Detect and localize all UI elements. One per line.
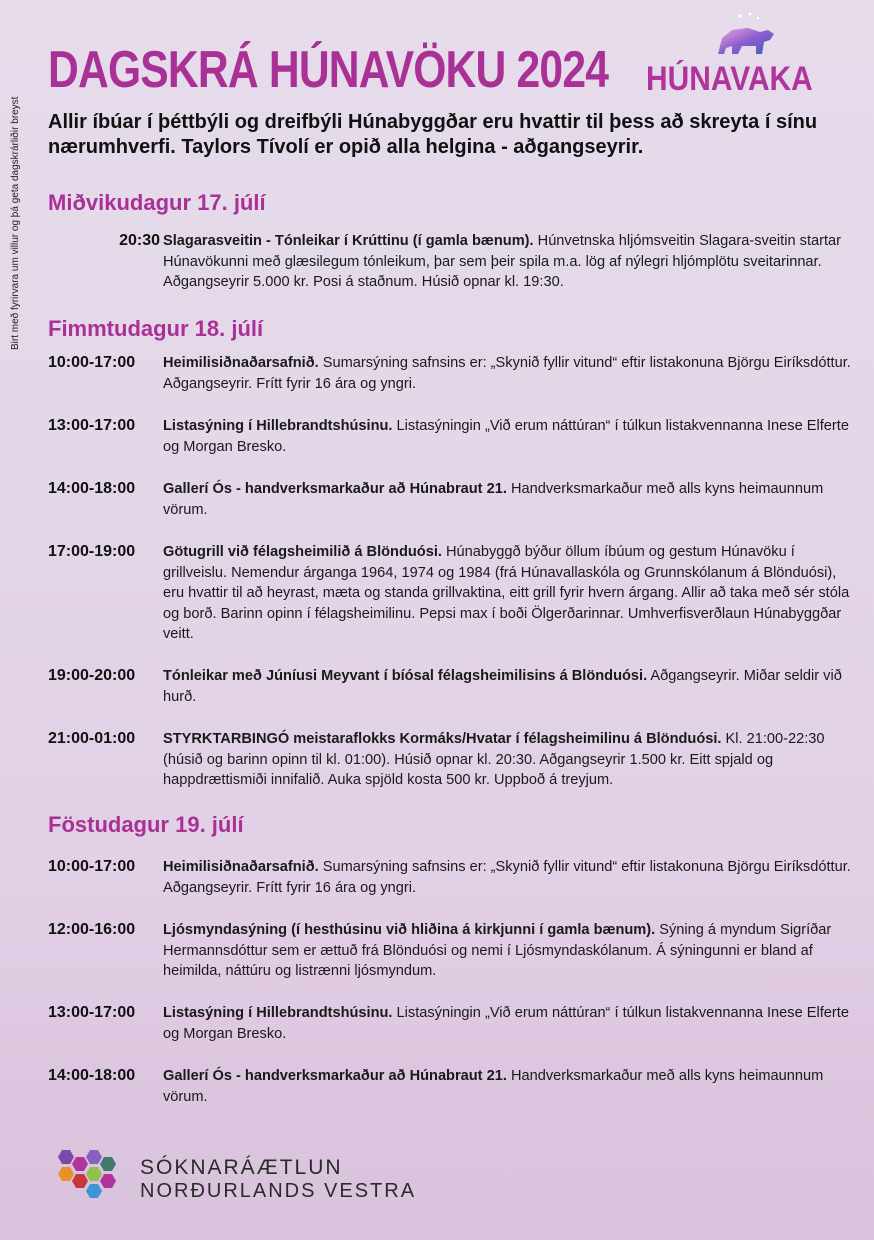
event-time: 19:00-20:00 xyxy=(48,667,136,684)
footer-line-1: SÓKNARÁÆTLUN xyxy=(140,1156,343,1179)
event-text: Aðgangseyrir. Miðar seldir við hurð. xyxy=(163,668,842,705)
event-heading: Götugrill við félagsheimilið á Blönduósi. xyxy=(163,544,442,560)
event-description xyxy=(163,857,853,898)
day-heading: Fimmtudagur 18. júlí xyxy=(48,316,264,341)
event-text: Húnabyggð býður öllum íbúum og gestum Húnavöku í grillveislu. Nemendur árganga 1964, 1974 og 1984 (frá Húnavallaskóla og Grunnskólanum á Blönduósi), eru hvattir til að heyrast, mæta og standa grillvaktina, eitt grill fyrir hvern árgang. Allir að taka með sér stóla og borð. Barinn opinn í félagsheimilinu. Pepsi max í boði Ölgerðarinnar. Umhverfisverðlaun Húnabyggðar veitt. xyxy=(163,544,850,642)
event-text: Listasýningin „Við erum náttúran“ í túlkun listakvennanna Inese Elferte og Morgan Bresko. xyxy=(163,1005,849,1042)
intro-text: Allir íbúar í þéttbýli og dreifbýli Húnabyggðar eru hvattir til þess að skreyta í sínu nærumhverfi. Taylors Tívolí er opið alla helgina - aðgangseyrir. xyxy=(48,111,818,158)
event-text: Handverksmarkaður með alls kyns heimaunnum vörum. xyxy=(163,1068,824,1105)
day-heading: Föstudagur 19. júlí xyxy=(48,812,244,837)
event-heading: Listasýning í Hillebrandtshúsinu. xyxy=(163,1005,393,1021)
event-description xyxy=(163,416,853,457)
event-heading: Gallerí Ós - handverksmarkaður að Húnabraut 21. xyxy=(163,1068,507,1084)
event-description xyxy=(163,1003,853,1044)
soknaraetlun-logo xyxy=(52,1148,417,1212)
event-time: 13:00-17:00 xyxy=(48,417,136,434)
hexagon-cluster-icon xyxy=(52,1148,132,1212)
event-time: 20:30 xyxy=(119,232,160,249)
hunavaka-logo xyxy=(646,12,846,102)
event-time: 21:00-01:00 xyxy=(48,730,136,747)
event-heading: STYRKTARBINGÓ meistaraflokks Kormáks/Hvatar í félagsheimilinu á Blönduósi. xyxy=(163,731,722,747)
disclaimer-note: Birt með fyrirvara um villur og þá geta dagskrárliðir breyst xyxy=(10,96,21,350)
event-description xyxy=(163,920,853,982)
event-heading: Ljósmyndasýning (í hesthúsinu við hliðina á kirkjunni í gamla bænum). xyxy=(163,922,656,938)
event-heading: Slagarasveitin - Tónleikar í Krúttinu (í gamla bænum). xyxy=(163,233,534,249)
event-time: 17:00-19:00 xyxy=(48,543,136,560)
event-text: Handverksmarkaður með alls kyns heimaunnum vörum. xyxy=(163,481,824,518)
event-heading: Gallerí Ós - handverksmarkaður að Húnabraut 21. xyxy=(163,481,507,497)
footer-line-2: NORÐURLANDS VESTRA xyxy=(140,1180,417,1202)
event-heading: Listasýning í Hillebrandtshúsinu. xyxy=(163,418,393,434)
event-description xyxy=(163,353,853,394)
event-text: Sumarsýning safnsins er: „Skynið fyllir vitund“ eftir listakonuna Björgu Eiríksdóttur. Aðgangseyrir. Frítt fyrir 16 ára og yngri. xyxy=(163,355,851,392)
event-description xyxy=(163,542,853,645)
event-description xyxy=(163,729,853,791)
event-text: Sumarsýning safnsins er: „Skynið fyllir vitund“ eftir listakonuna Björgu Eiríksdóttur. Aðgangseyrir. Frítt fyrir 16 ára og yngri. xyxy=(163,859,851,896)
event-time: 13:00-17:00 xyxy=(48,1004,136,1021)
event-text: Sýning á myndum Sigríðar Hermannsdóttur sem er ættuð frá Blönduósi og nemi í Ljósmyndaskólanum. Á sýningunni er bland af heimilda, náttúru og listrænni ljósmyndum. xyxy=(163,922,832,979)
event-time: 14:00-18:00 xyxy=(48,480,136,497)
event-description xyxy=(163,666,853,707)
event-text: Húnvetnska hljómsveitin Slagara-sveitin startar Húnavökunni með glæsilegum tónleikum, þar sem þeir spila m.a. lög af nýlegri hljómplötu sveitarinnar. Aðgangseyrir 5.000 kr. Posi á staðnum. Húsið opnar kl. 19:30. xyxy=(163,233,842,290)
event-time: 12:00-16:00 xyxy=(48,921,136,938)
event-time: 10:00-17:00 xyxy=(48,858,136,875)
logo-wordmark: HÚNAVAKA xyxy=(646,60,813,98)
event-text: Listasýningin „Við erum náttúran“ í túlkun listakvennanna Inese Elferte og Morgan Bresko. xyxy=(163,418,849,455)
event-description xyxy=(163,1066,853,1107)
bear-icon xyxy=(712,12,792,62)
event-description xyxy=(163,479,853,520)
event-description xyxy=(163,231,853,293)
event-text: Kl. 21:00-22:30 (húsið og barinn opinn til kl. 01:00). Húsið opnar kl. 20:30. Aðgangseyrir 1.500 kr. Eitt spjald og happdrættismiði innifalið. Auka spjöld kosta 500 kr. Uppboð á treyjum. xyxy=(163,731,825,788)
event-time: 14:00-18:00 xyxy=(48,1067,136,1084)
event-time: 10:00-17:00 xyxy=(48,354,136,371)
day-heading: Miðvikudagur 17. júlí xyxy=(48,190,266,215)
event-heading: Heimilisiðnaðarsafnið. xyxy=(163,859,319,875)
page-title: DAGSKRÁ HÚNAVÖKU 2024 xyxy=(48,41,609,99)
event-heading: Heimilisiðnaðarsafnið. xyxy=(163,355,319,371)
event-heading: Tónleikar með Júníusi Meyvant í bíósal félagsheimilisins á Blönduósi. xyxy=(163,668,648,684)
